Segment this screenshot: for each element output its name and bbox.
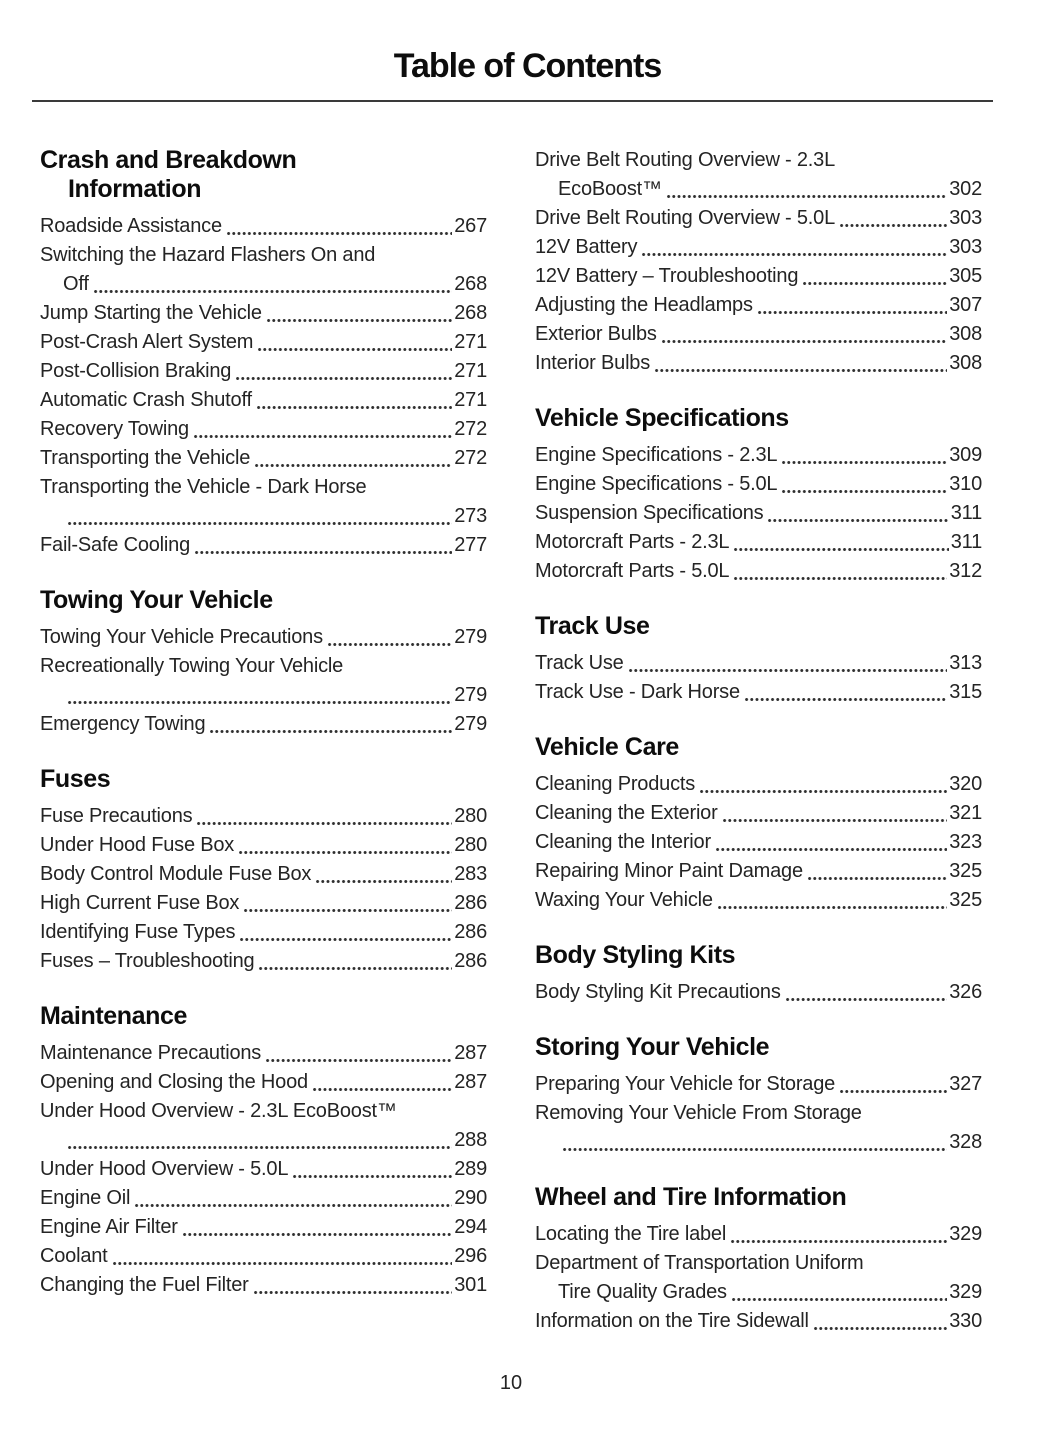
toc-entry-title: Body Control Module Fuse Box bbox=[40, 863, 312, 885]
toc-entry-title: Engine Air Filter bbox=[40, 1216, 178, 1238]
toc-entry bbox=[535, 470, 982, 499]
dot-leader bbox=[254, 1290, 453, 1295]
toc-entry-page: 301 bbox=[454, 1274, 487, 1296]
toc-entry-title: Exterior Bulbs bbox=[535, 323, 657, 345]
dot-leader bbox=[266, 1058, 452, 1063]
toc-entry-title: Identifying Fuse Types bbox=[40, 921, 236, 943]
toc-entry-page: 325 bbox=[949, 860, 982, 882]
dot-leader bbox=[734, 547, 948, 552]
toc-entry bbox=[535, 1070, 982, 1099]
toc-entry bbox=[40, 531, 487, 560]
dot-leader bbox=[662, 339, 948, 344]
dot-leader bbox=[655, 368, 947, 373]
toc-entry-page: 272 bbox=[454, 447, 487, 469]
toc-entry bbox=[535, 146, 982, 175]
toc-entry bbox=[535, 441, 982, 470]
toc-entry-page: 307 bbox=[949, 294, 982, 316]
dot-leader bbox=[259, 966, 452, 971]
toc-entry-page: 305 bbox=[949, 265, 982, 287]
toc-columns bbox=[0, 102, 1055, 1336]
toc-entry-page: 290 bbox=[454, 1187, 487, 1209]
toc-entry bbox=[535, 528, 982, 557]
toc-entry-page: 327 bbox=[949, 1073, 982, 1095]
page-number: 10 bbox=[499, 1372, 523, 1394]
toc-section bbox=[535, 733, 982, 915]
toc-section bbox=[535, 612, 982, 707]
toc-entry-page: 313 bbox=[949, 652, 982, 674]
toc-entry-title: Off bbox=[63, 273, 89, 295]
toc-entry-page: 321 bbox=[949, 802, 982, 824]
toc-entry bbox=[40, 918, 487, 947]
toc-entry-page: 303 bbox=[949, 236, 982, 258]
toc-entry-page: 330 bbox=[949, 1310, 982, 1332]
dot-leader bbox=[786, 997, 948, 1002]
section-heading: Wheel and Tire Information bbox=[535, 1183, 847, 1211]
toc-entry bbox=[40, 860, 487, 889]
toc-entry-page: 326 bbox=[949, 981, 982, 1003]
dot-leader bbox=[723, 818, 948, 823]
toc-entry-page: 302 bbox=[949, 178, 982, 200]
section-heading: Fuses bbox=[40, 765, 111, 793]
toc-entry-page: 325 bbox=[949, 889, 982, 911]
toc-entry bbox=[535, 262, 982, 291]
dot-leader bbox=[840, 1089, 947, 1094]
dot-leader bbox=[135, 1203, 452, 1208]
section-heading: Storing Your Vehicle bbox=[535, 1033, 770, 1061]
toc-entry bbox=[40, 681, 487, 710]
toc-entry bbox=[40, 299, 487, 328]
toc-entry bbox=[40, 502, 487, 531]
toc-entry-title: Track Use bbox=[535, 652, 624, 674]
toc-entry bbox=[40, 802, 487, 831]
toc-entry-page: 286 bbox=[454, 950, 487, 972]
toc-entry-title: Removing Your Vehicle From Storage bbox=[535, 1102, 862, 1124]
toc-entry-title: Recreationally Towing Your Vehicle bbox=[40, 655, 344, 677]
toc-entry-page: 311 bbox=[950, 531, 982, 553]
toc-entry-page: 277 bbox=[454, 534, 487, 556]
dot-leader bbox=[227, 231, 452, 236]
toc-entry-page: 280 bbox=[454, 834, 487, 856]
toc-entry-page: 315 bbox=[949, 681, 982, 703]
toc-entry-title: Emergency Towing bbox=[40, 713, 206, 735]
toc-section bbox=[40, 1002, 487, 1300]
toc-entry-title: Preparing Your Vehicle for Storage bbox=[535, 1073, 836, 1095]
toc-entry bbox=[535, 175, 982, 204]
dot-leader bbox=[68, 521, 452, 526]
toc-entry-page: 286 bbox=[454, 921, 487, 943]
toc-entry bbox=[535, 349, 982, 378]
dot-leader bbox=[68, 1145, 452, 1150]
toc-entry bbox=[535, 1128, 982, 1157]
toc-entry bbox=[40, 1097, 487, 1126]
toc-entry bbox=[40, 947, 487, 976]
toc-entry-page: 288 bbox=[454, 1129, 487, 1151]
toc-entry-title: Switching the Hazard Flashers On and bbox=[40, 244, 376, 266]
toc-section bbox=[535, 1033, 982, 1157]
toc-entry bbox=[40, 1213, 487, 1242]
toc-entry-page: 289 bbox=[454, 1158, 487, 1180]
toc-entry bbox=[535, 204, 982, 233]
toc-entry-page: 268 bbox=[454, 302, 487, 324]
toc-entry-page: 308 bbox=[949, 352, 982, 374]
dot-leader bbox=[734, 576, 947, 581]
dot-leader bbox=[240, 937, 452, 942]
toc-entry-title: Drive Belt Routing Overview - 2.3L bbox=[535, 149, 835, 171]
dot-leader bbox=[236, 376, 452, 381]
dot-leader bbox=[745, 697, 947, 702]
dot-leader bbox=[563, 1147, 947, 1152]
toc-entry-title: Transporting the Vehicle bbox=[40, 447, 251, 469]
dot-leader bbox=[642, 252, 947, 257]
dot-leader bbox=[803, 281, 947, 286]
toc-entry bbox=[535, 1099, 982, 1128]
toc-entry-title: Changing the Fuel Filter bbox=[40, 1274, 249, 1296]
toc-entry bbox=[40, 473, 487, 502]
toc-entry-page: 323 bbox=[949, 831, 982, 853]
toc-entry-title: Fail-Safe Cooling bbox=[40, 534, 191, 556]
toc-entry-page: 268 bbox=[454, 273, 487, 295]
toc-entry-page: 328 bbox=[949, 1131, 982, 1153]
toc-section bbox=[535, 941, 982, 1007]
toc-entry-title: Maintenance Precautions bbox=[40, 1042, 262, 1064]
toc-entry bbox=[40, 212, 487, 241]
section-heading: Vehicle Care bbox=[535, 733, 679, 761]
toc-entry-title: Tire Quality Grades bbox=[558, 1281, 727, 1303]
section-heading: Information bbox=[68, 175, 202, 203]
toc-entry bbox=[40, 1184, 487, 1213]
section-heading: Crash and Breakdown bbox=[40, 146, 297, 174]
toc-entry-page: 320 bbox=[949, 773, 982, 795]
toc-entry-title: Locating the Tire label bbox=[535, 1223, 727, 1245]
section-heading: Towing Your Vehicle bbox=[40, 586, 273, 614]
toc-entry bbox=[535, 499, 982, 528]
toc-entry-page: 271 bbox=[454, 389, 487, 411]
toc-column-right bbox=[535, 146, 982, 1336]
toc-entry-title: Post-Crash Alert System bbox=[40, 331, 254, 353]
toc-entry-title: Cleaning Products bbox=[535, 773, 696, 795]
toc-entry bbox=[40, 1039, 487, 1068]
toc-entry-page: 310 bbox=[949, 473, 982, 495]
dot-leader bbox=[113, 1261, 453, 1266]
toc-entry-title: Under Hood Overview - 5.0L bbox=[40, 1158, 289, 1180]
dot-leader bbox=[718, 905, 947, 910]
toc-entry-title: Department of Transportation Uniform bbox=[535, 1252, 864, 1274]
toc-entry bbox=[40, 1155, 487, 1184]
toc-entry-title: Motorcraft Parts - 2.3L bbox=[535, 531, 730, 553]
toc-entry-title: 12V Battery – Troubleshooting bbox=[535, 265, 799, 287]
toc-entry-page: 286 bbox=[454, 892, 487, 914]
toc-entry-title: Adjusting the Headlamps bbox=[535, 294, 753, 316]
dot-leader bbox=[183, 1232, 452, 1237]
toc-entry bbox=[40, 1068, 487, 1097]
section-heading: Vehicle Specifications bbox=[535, 404, 789, 432]
toc-entry bbox=[535, 828, 982, 857]
toc-entry-page: 280 bbox=[454, 805, 487, 827]
dot-leader bbox=[255, 463, 452, 468]
toc-entry-page: 303 bbox=[949, 207, 982, 229]
toc-entry bbox=[535, 320, 982, 349]
dot-leader bbox=[293, 1174, 452, 1179]
toc-entry bbox=[40, 241, 487, 270]
toc-entry-page: 279 bbox=[454, 713, 487, 735]
dot-leader bbox=[258, 347, 452, 352]
dot-leader bbox=[195, 550, 452, 555]
dot-leader bbox=[210, 729, 452, 734]
toc-entry bbox=[40, 270, 487, 299]
toc-section bbox=[40, 765, 487, 976]
toc-entry-title: Engine Specifications - 2.3L bbox=[535, 444, 778, 466]
dot-leader bbox=[782, 460, 947, 465]
toc-section bbox=[40, 146, 487, 560]
toc-entry bbox=[40, 710, 487, 739]
toc-entry-page: 273 bbox=[454, 505, 487, 527]
toc-entry bbox=[535, 799, 982, 828]
toc-entry-title: Repairing Minor Paint Damage bbox=[535, 860, 803, 882]
toc-entry-page: 308 bbox=[949, 323, 982, 345]
toc-entry-page: 309 bbox=[949, 444, 982, 466]
dot-leader bbox=[732, 1297, 947, 1302]
toc-section bbox=[535, 1183, 982, 1336]
toc-entry-title: 12V Battery bbox=[535, 236, 638, 258]
dot-leader bbox=[267, 318, 452, 323]
toc-entry bbox=[40, 1126, 487, 1155]
toc-entry-title: Under Hood Fuse Box bbox=[40, 834, 235, 856]
toc-entry-title: Coolant bbox=[40, 1245, 108, 1267]
toc-entry-title: Automatic Crash Shutoff bbox=[40, 389, 252, 411]
toc-entry-title: Body Styling Kit Precautions bbox=[535, 981, 781, 1003]
section-heading: Body Styling Kits bbox=[535, 941, 736, 969]
toc-entry-page: 271 bbox=[454, 331, 487, 353]
toc-entry-title: Cleaning the Exterior bbox=[535, 802, 718, 824]
toc-entry-title: Suspension Specifications bbox=[535, 502, 764, 524]
toc-entry-page: 329 bbox=[949, 1281, 982, 1303]
toc-entry-title: Track Use - Dark Horse bbox=[535, 681, 740, 703]
toc-column-left bbox=[40, 146, 487, 1336]
toc-entry-title: Roadside Assistance bbox=[40, 215, 222, 237]
dot-leader bbox=[194, 434, 452, 439]
toc-entry-title: Information on the Tire Sidewall bbox=[535, 1310, 809, 1332]
dot-leader bbox=[197, 821, 452, 826]
toc-entry-title: Under Hood Overview - 2.3L EcoBoost™ bbox=[40, 1100, 397, 1122]
toc-entry bbox=[535, 678, 982, 707]
toc-entry-title: Transporting the Vehicle - Dark Horse bbox=[40, 476, 367, 498]
toc-entry-page: 287 bbox=[454, 1071, 487, 1093]
toc-entry bbox=[535, 857, 982, 886]
toc-entry bbox=[40, 1271, 487, 1300]
dot-leader bbox=[782, 489, 947, 494]
toc-entry bbox=[40, 357, 487, 386]
toc-entry-page: 294 bbox=[454, 1216, 487, 1238]
toc-entry-title: Recovery Towing bbox=[40, 418, 189, 440]
toc-entry bbox=[535, 770, 982, 799]
toc-section bbox=[40, 586, 487, 739]
toc-entry bbox=[535, 291, 982, 320]
toc-entry-title: Fuses – Troubleshooting bbox=[40, 950, 255, 972]
dot-leader bbox=[316, 879, 452, 884]
dot-leader bbox=[313, 1087, 452, 1092]
toc-entry-title: High Current Fuse Box bbox=[40, 892, 240, 914]
toc-entry bbox=[40, 444, 487, 473]
toc-entry-page: 279 bbox=[454, 626, 487, 648]
dot-leader bbox=[328, 642, 452, 647]
toc-entry bbox=[535, 557, 982, 586]
toc-entry-title: Fuse Precautions bbox=[40, 805, 193, 827]
toc-entry-title: Engine Specifications - 5.0L bbox=[535, 473, 778, 495]
toc-entry bbox=[40, 328, 487, 357]
toc-entry bbox=[535, 978, 982, 1007]
dot-leader bbox=[629, 668, 948, 673]
toc-entry bbox=[40, 1242, 487, 1271]
toc-entry bbox=[535, 1278, 982, 1307]
dot-leader bbox=[731, 1239, 947, 1244]
dot-leader bbox=[716, 847, 947, 852]
dot-leader bbox=[244, 908, 452, 913]
dot-leader bbox=[700, 789, 947, 794]
toc-entry-title: Jump Starting the Vehicle bbox=[40, 302, 262, 324]
toc-entry bbox=[40, 386, 487, 415]
toc-entry bbox=[535, 1249, 982, 1278]
toc-entry-page: 287 bbox=[454, 1042, 487, 1064]
dot-leader bbox=[758, 310, 947, 315]
dot-leader bbox=[667, 194, 947, 199]
toc-entry-title: Engine Oil bbox=[40, 1187, 131, 1209]
toc-entry-page: 312 bbox=[949, 560, 982, 582]
toc-entry bbox=[40, 623, 487, 652]
toc-entry-page: 272 bbox=[454, 418, 487, 440]
toc-entry-title: Interior Bulbs bbox=[535, 352, 651, 374]
toc-section bbox=[535, 404, 982, 586]
toc-entry-title: Post-Collision Braking bbox=[40, 360, 232, 382]
toc-entry bbox=[535, 1307, 982, 1336]
toc-entry-title: Towing Your Vehicle Precautions bbox=[40, 626, 323, 648]
toc-entry-title: Cleaning the Interior bbox=[535, 831, 711, 853]
toc-entry-page: 311 bbox=[950, 502, 982, 524]
toc-entry-title: EcoBoost™ bbox=[558, 178, 662, 200]
dot-leader bbox=[768, 518, 948, 523]
dot-leader bbox=[840, 223, 947, 228]
toc-entry bbox=[40, 652, 487, 681]
toc-entry-title: Waxing Your Vehicle bbox=[535, 889, 713, 911]
toc-entry bbox=[40, 831, 487, 860]
dot-leader bbox=[239, 850, 452, 855]
toc-entry bbox=[40, 889, 487, 918]
toc-entry-title: Motorcraft Parts - 5.0L bbox=[535, 560, 730, 582]
dot-leader bbox=[94, 289, 453, 294]
toc-section bbox=[535, 146, 982, 378]
toc-entry-title: Opening and Closing the Hood bbox=[40, 1071, 308, 1093]
section-heading: Track Use bbox=[535, 612, 650, 640]
toc-entry bbox=[535, 233, 982, 262]
toc-entry-page: 283 bbox=[454, 863, 487, 885]
toc-entry bbox=[535, 886, 982, 915]
section-heading: Maintenance bbox=[40, 1002, 188, 1030]
toc-entry-page: 271 bbox=[454, 360, 487, 382]
dot-leader bbox=[68, 700, 452, 705]
dot-leader bbox=[257, 405, 452, 410]
dot-leader bbox=[808, 876, 947, 881]
page-title: Table of Contents bbox=[393, 47, 662, 85]
toc-entry bbox=[535, 649, 982, 678]
toc-entry bbox=[40, 415, 487, 444]
toc-entry-page: 279 bbox=[454, 684, 487, 706]
dot-leader bbox=[814, 1326, 947, 1331]
toc-entry-title: Drive Belt Routing Overview - 5.0L bbox=[535, 207, 835, 229]
toc-entry-page: 296 bbox=[454, 1245, 487, 1267]
toc-entry-page: 267 bbox=[454, 215, 487, 237]
toc-entry bbox=[535, 1220, 982, 1249]
toc-entry-page: 329 bbox=[949, 1223, 982, 1245]
